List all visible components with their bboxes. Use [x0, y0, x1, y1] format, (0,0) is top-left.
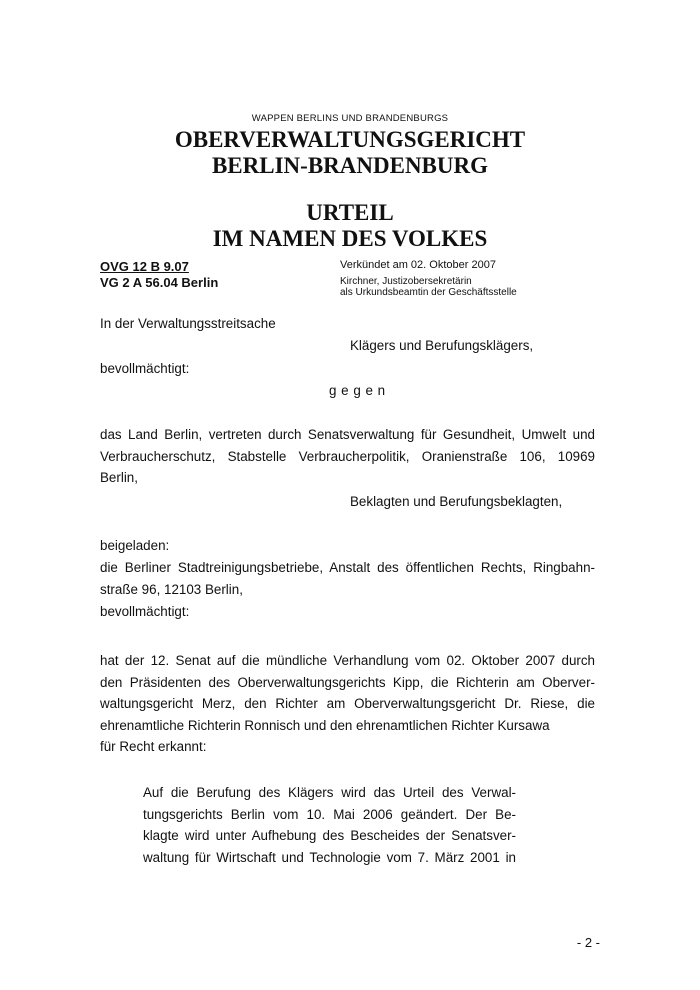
intervener-line: die Berliner Stadtreinigungsbetriebe, Anstalt des öffentlichen Rechts, Ringbahn- — [100, 560, 595, 575]
tenor-line: waltung für Wirtschaft und Technologie vom 7. März 2001 in — [143, 849, 516, 865]
intervener-block — [100, 557, 595, 600]
defendant-block — [100, 424, 595, 489]
decision-line: waltungsgericht Merz, den Richter am Oberverwaltungsgericht Dr. Riese, die — [100, 696, 595, 711]
versus-label: g e g e n — [329, 383, 386, 398]
defendant-line: das Land Berlin, vertreten durch Senatsverwaltung für Gesundheit, Umwelt und — [100, 427, 595, 442]
clerk-block — [340, 276, 517, 298]
case-number-ovg: OVG 12 B 9.07 — [100, 259, 189, 274]
judgment-title: URTEIL — [306, 200, 394, 225]
defendant-role: Beklagten und Berufungsbeklagten, — [350, 494, 563, 509]
intervener-line: straße 96, 12103 Berlin, — [100, 581, 243, 597]
intervener-label: beigeladen: — [100, 538, 170, 553]
defendant-line: Berlin, — [100, 470, 138, 485]
tenor-line: tungsgerichts Berlin vom 10. Mai 2006 geändert. Der Be- — [143, 806, 516, 822]
tenor-paragraph — [143, 782, 516, 868]
judgment-subtitle: IM NAMEN DES VOLKES — [212, 226, 488, 251]
decision-line: für Recht erkannt: — [100, 739, 207, 754]
defendant-line: Verbraucherschutz, Stabstelle Verbraucherpolitik, Oranienstraße 106, 10969 — [100, 448, 595, 464]
page-number: - 2 - — [576, 935, 600, 950]
intervener-representative: bevollmächtigt: — [100, 604, 190, 619]
clerk-name: Kirchner, Justizobersekretärin — [340, 276, 472, 287]
court-name-line1: OBERVERWALTUNGSGERICHT — [174, 127, 526, 152]
announcement-date: Verkündet am 02. Oktober 2007 — [340, 259, 496, 271]
plaintiff-role: Klägers und Berufungsklägers, — [350, 338, 534, 353]
case-number-vg: VG 2 A 56.04 Berlin — [100, 275, 219, 290]
decision-line: hat der 12. Senat auf die mündliche Verhandlung vom 02. Oktober 2007 durch — [100, 653, 595, 668]
decision-line: den Präsidenten des Oberverwaltungsgerichts Kipp, die Richterin am Oberver- — [100, 674, 595, 690]
decision-paragraph — [100, 650, 595, 758]
crest-caption: WAPPEN BERLINS UND BRANDENBURGS — [251, 113, 449, 124]
court-name-line2: BERLIN-BRANDENBURG — [211, 153, 489, 178]
decision-line: ehrenamtliche Richterin Ronnisch und den ehrenamtlichen Richter Kursawa — [100, 717, 550, 733]
tenor-line: klagte wird unter Aufhebung des Bescheides der Senatsver- — [143, 828, 516, 843]
clerk-role: als Urkundsbeamtin der Geschäftsstelle — [340, 287, 517, 298]
plaintiff-representative: bevollmächtigt: — [100, 361, 190, 376]
case-intro: In der Verwaltungsstreitsache — [100, 316, 276, 331]
tenor-line: Auf die Berufung des Klägers wird das Urteil des Verwal- — [143, 785, 516, 800]
